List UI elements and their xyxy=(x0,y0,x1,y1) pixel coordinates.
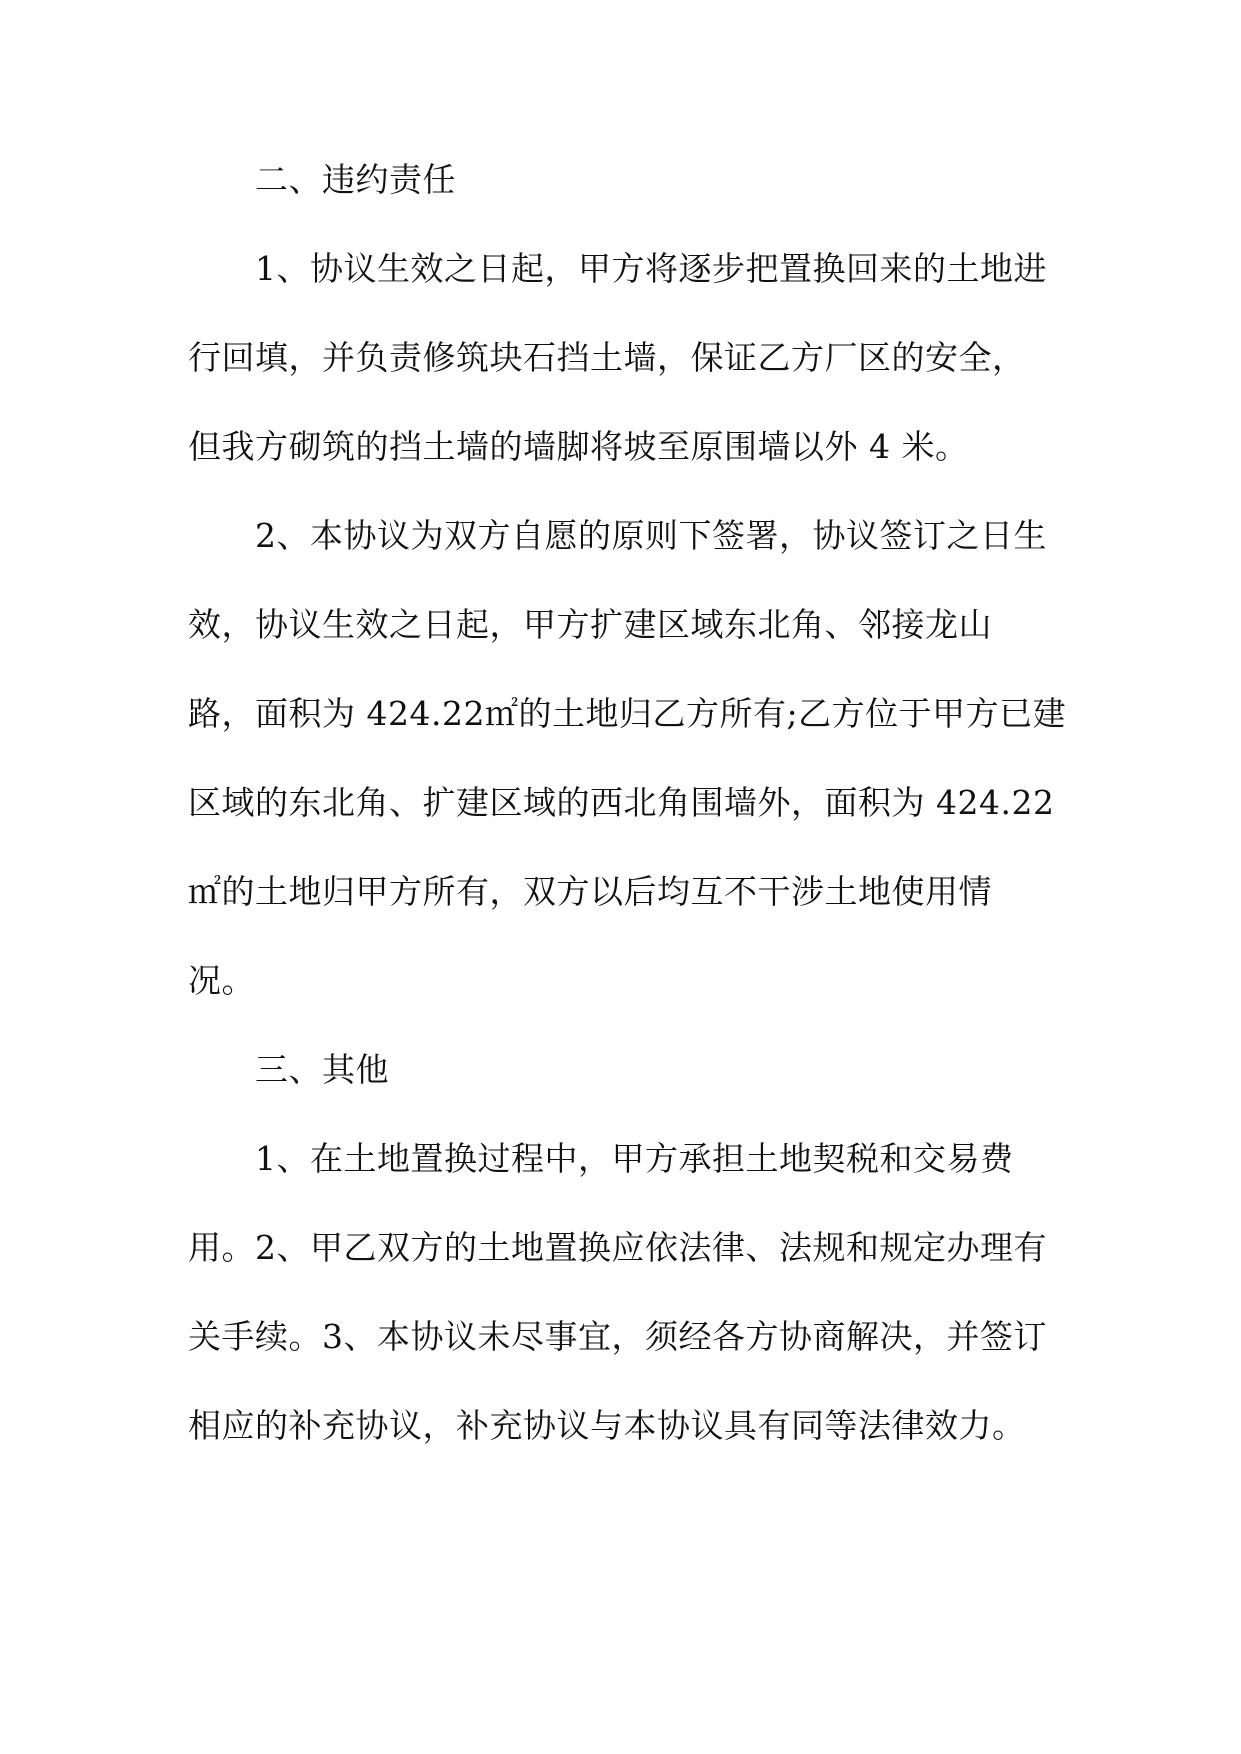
clause-text: 2、本协议为双方自愿的原则下签署，协议签订之日生 xyxy=(255,516,1047,555)
clause-text: 用。2、甲乙双方的土地置换应依法律、法规和规定办理有 xyxy=(188,1228,1047,1267)
clause-text: 况。 xyxy=(188,961,255,1000)
clause-text: 1、协议生效之日起，甲方将逐步把置换回来的土地进 xyxy=(255,249,1047,288)
section-heading-breach: 二、违约责任 xyxy=(255,160,456,199)
clause-text: 效，协议生效之日起，甲方扩建区域东北角、邻接龙山 xyxy=(188,605,992,644)
section-heading-other: 三、其他 xyxy=(255,1050,389,1089)
clause-text: 区域的东北角、扩建区域的西北角围墙外，面积为 424.22 xyxy=(188,783,1055,822)
clause-text: 路，面积为 424.22㎡的土地归乙方所有;乙方位于甲方已建 xyxy=(188,694,1067,733)
clause-text: 相应的补充协议，补充协议与本协议具有同等法律效力。 xyxy=(188,1406,1026,1445)
clause-text: 关手续。3、本协议未尽事宜，须经各方协商解决，并签订 xyxy=(188,1317,1047,1356)
clause-text: 行回填，并负责修筑块石挡土墙，保证乙方厂区的安全， xyxy=(188,338,1026,377)
clause-text: 1、在土地置换过程中，甲方承担土地契税和交易费 xyxy=(255,1139,1014,1178)
clause-text: ㎡的土地归甲方所有，双方以后均互不干涉土地使用情 xyxy=(188,872,992,911)
clause-text: 但我方砌筑的挡土墙的墙脚将坡至原围墙以外 4 米。 xyxy=(188,427,969,466)
